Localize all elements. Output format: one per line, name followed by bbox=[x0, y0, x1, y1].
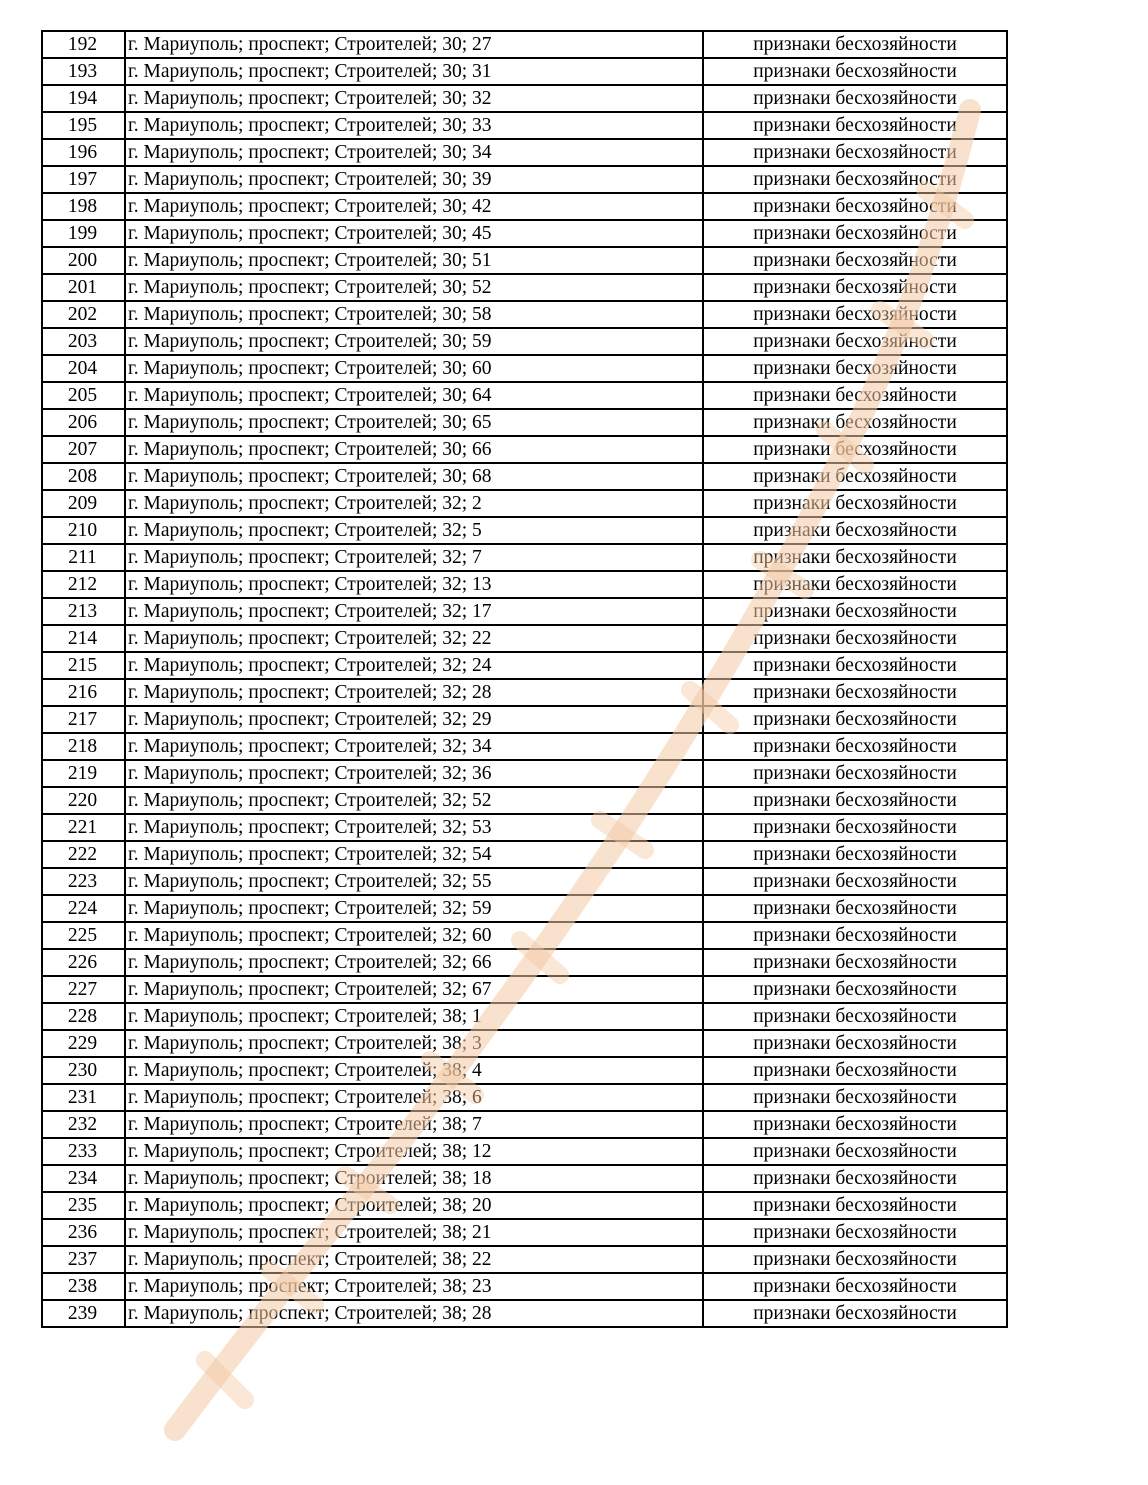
row-number-cell: 225 bbox=[42, 922, 125, 949]
status-cell: признаки бесхозяйности bbox=[703, 814, 1007, 841]
registry-table-body bbox=[42, 31, 1007, 1327]
table-row bbox=[42, 517, 1007, 544]
row-number-cell: 215 bbox=[42, 652, 125, 679]
address-cell: г. Мариуполь; проспект; Строителей; 30; 32 bbox=[125, 85, 703, 112]
status-cell: признаки бесхозяйности bbox=[703, 112, 1007, 139]
address-cell: г. Мариуполь; проспект; Строителей; 38; 22 bbox=[125, 1246, 703, 1273]
table-row bbox=[42, 1138, 1007, 1165]
table-row bbox=[42, 976, 1007, 1003]
row-number-cell: 209 bbox=[42, 490, 125, 517]
status-cell: признаки бесхозяйности bbox=[703, 787, 1007, 814]
address-cell: г. Мариуполь; проспект; Строителей; 32; 13 bbox=[125, 571, 703, 598]
row-number-cell: 231 bbox=[42, 1084, 125, 1111]
row-number-cell: 236 bbox=[42, 1219, 125, 1246]
address-cell: г. Мариуполь; проспект; Строителей; 38; 3 bbox=[125, 1030, 703, 1057]
status-cell: признаки бесхозяйности bbox=[703, 382, 1007, 409]
row-number-cell: 218 bbox=[42, 733, 125, 760]
row-number-cell: 203 bbox=[42, 328, 125, 355]
address-cell: г. Мариуполь; проспект; Строителей; 32; 67 bbox=[125, 976, 703, 1003]
table-row bbox=[42, 949, 1007, 976]
address-cell: г. Мариуполь; проспект; Строителей; 38; 1 bbox=[125, 1003, 703, 1030]
status-cell: признаки бесхозяйности bbox=[703, 733, 1007, 760]
address-cell: г. Мариуполь; проспект; Строителей; 30; 51 bbox=[125, 247, 703, 274]
row-number-cell: 202 bbox=[42, 301, 125, 328]
address-cell: г. Мариуполь; проспект; Строителей; 32; 66 bbox=[125, 949, 703, 976]
status-cell: признаки бесхозяйности bbox=[703, 1030, 1007, 1057]
table-row bbox=[42, 706, 1007, 733]
status-cell: признаки бесхозяйности bbox=[703, 220, 1007, 247]
row-number-cell: 208 bbox=[42, 463, 125, 490]
row-number-cell: 200 bbox=[42, 247, 125, 274]
address-cell: г. Мариуполь; проспект; Строителей; 30; 68 bbox=[125, 463, 703, 490]
address-cell: г. Мариуполь; проспект; Строителей; 32; 2 bbox=[125, 490, 703, 517]
table-row bbox=[42, 1003, 1007, 1030]
address-cell: г. Мариуполь; проспект; Строителей; 32; 22 bbox=[125, 625, 703, 652]
status-cell: признаки бесхозяйности bbox=[703, 868, 1007, 895]
table-row bbox=[42, 355, 1007, 382]
status-cell: признаки бесхозяйности bbox=[703, 166, 1007, 193]
address-cell: г. Мариуполь; проспект; Строителей; 30; 39 bbox=[125, 166, 703, 193]
address-cell: г. Мариуполь; проспект; Строителей; 30; 27 bbox=[125, 31, 703, 58]
row-number-cell: 221 bbox=[42, 814, 125, 841]
address-cell: г. Мариуполь; проспект; Строителей; 38; 20 bbox=[125, 1192, 703, 1219]
address-cell: г. Мариуполь; проспект; Строителей; 38; 6 bbox=[125, 1084, 703, 1111]
status-cell: признаки бесхозяйности bbox=[703, 193, 1007, 220]
table-row bbox=[42, 220, 1007, 247]
table-row bbox=[42, 733, 1007, 760]
status-cell: признаки бесхозяйности bbox=[703, 31, 1007, 58]
status-cell: признаки бесхозяйности bbox=[703, 517, 1007, 544]
row-number-cell: 212 bbox=[42, 571, 125, 598]
row-number-cell: 193 bbox=[42, 58, 125, 85]
table-row bbox=[42, 895, 1007, 922]
row-number-cell: 192 bbox=[42, 31, 125, 58]
address-cell: г. Мариуполь; проспект; Строителей; 30; 52 bbox=[125, 274, 703, 301]
table-row bbox=[42, 436, 1007, 463]
status-cell: признаки бесхозяйности bbox=[703, 1165, 1007, 1192]
table-row bbox=[42, 1030, 1007, 1057]
row-number-cell: 196 bbox=[42, 139, 125, 166]
address-cell: г. Мариуполь; проспект; Строителей; 32; 29 bbox=[125, 706, 703, 733]
status-cell: признаки бесхозяйности bbox=[703, 760, 1007, 787]
row-number-cell: 207 bbox=[42, 436, 125, 463]
address-cell: г. Мариуполь; проспект; Строителей; 30; 66 bbox=[125, 436, 703, 463]
address-cell: г. Мариуполь; проспект; Строителей; 38; 21 bbox=[125, 1219, 703, 1246]
address-cell: г. Мариуполь; проспект; Строителей; 30; 60 bbox=[125, 355, 703, 382]
status-cell: признаки бесхозяйности bbox=[703, 949, 1007, 976]
status-cell: признаки бесхозяйности bbox=[703, 1138, 1007, 1165]
status-cell: признаки бесхозяйности bbox=[703, 895, 1007, 922]
table-row bbox=[42, 1246, 1007, 1273]
address-cell: г. Мариуполь; проспект; Строителей; 32; 34 bbox=[125, 733, 703, 760]
address-cell: г. Мариуполь; проспект; Строителей; 30; 58 bbox=[125, 301, 703, 328]
status-cell: признаки бесхозяйности bbox=[703, 571, 1007, 598]
table-row bbox=[42, 193, 1007, 220]
address-cell: г. Мариуполь; проспект; Строителей; 30; 31 bbox=[125, 58, 703, 85]
table-row bbox=[42, 814, 1007, 841]
row-number-cell: 238 bbox=[42, 1273, 125, 1300]
address-cell: г. Мариуполь; проспект; Строителей; 32; 54 bbox=[125, 841, 703, 868]
table-row bbox=[42, 1219, 1007, 1246]
table-row bbox=[42, 247, 1007, 274]
status-cell: признаки бесхозяйности bbox=[703, 409, 1007, 436]
table-row bbox=[42, 544, 1007, 571]
row-number-cell: 233 bbox=[42, 1138, 125, 1165]
status-cell: признаки бесхозяйности bbox=[703, 1084, 1007, 1111]
row-number-cell: 216 bbox=[42, 679, 125, 706]
table-row bbox=[42, 868, 1007, 895]
table-row bbox=[42, 841, 1007, 868]
table-row bbox=[42, 463, 1007, 490]
table-row bbox=[42, 598, 1007, 625]
table-row bbox=[42, 490, 1007, 517]
row-number-cell: 227 bbox=[42, 976, 125, 1003]
address-cell: г. Мариуполь; проспект; Строителей; 30; 33 bbox=[125, 112, 703, 139]
status-cell: признаки бесхозяйности bbox=[703, 976, 1007, 1003]
row-number-cell: 205 bbox=[42, 382, 125, 409]
table-row bbox=[42, 1300, 1007, 1327]
status-cell: признаки бесхозяйности bbox=[703, 598, 1007, 625]
row-number-cell: 211 bbox=[42, 544, 125, 571]
row-number-cell: 229 bbox=[42, 1030, 125, 1057]
table-row bbox=[42, 139, 1007, 166]
status-cell: признаки бесхозяйности bbox=[703, 355, 1007, 382]
address-cell: г. Мариуполь; проспект; Строителей; 30; 42 bbox=[125, 193, 703, 220]
status-cell: признаки бесхозяйности bbox=[703, 436, 1007, 463]
table-row bbox=[42, 1192, 1007, 1219]
row-number-cell: 206 bbox=[42, 409, 125, 436]
row-number-cell: 213 bbox=[42, 598, 125, 625]
status-cell: признаки бесхозяйности bbox=[703, 706, 1007, 733]
status-cell: признаки бесхозяйности bbox=[703, 58, 1007, 85]
address-cell: г. Мариуполь; проспект; Строителей; 32; 28 bbox=[125, 679, 703, 706]
row-number-cell: 197 bbox=[42, 166, 125, 193]
row-number-cell: 230 bbox=[42, 1057, 125, 1084]
status-cell: признаки бесхозяйности bbox=[703, 247, 1007, 274]
address-cell: г. Мариуполь; проспект; Строителей; 32; 55 bbox=[125, 868, 703, 895]
table-row bbox=[42, 787, 1007, 814]
table-row bbox=[42, 31, 1007, 58]
address-cell: г. Мариуполь; проспект; Строителей; 30; 34 bbox=[125, 139, 703, 166]
table-row bbox=[42, 58, 1007, 85]
address-cell: г. Мариуполь; проспект; Строителей; 32; 24 bbox=[125, 652, 703, 679]
row-number-cell: 235 bbox=[42, 1192, 125, 1219]
status-cell: признаки бесхозяйности bbox=[703, 1057, 1007, 1084]
table-row bbox=[42, 571, 1007, 598]
table-row bbox=[42, 1111, 1007, 1138]
address-cell: г. Мариуполь; проспект; Строителей; 32; 60 bbox=[125, 922, 703, 949]
status-cell: признаки бесхозяйности bbox=[703, 328, 1007, 355]
status-cell: признаки бесхозяйности bbox=[703, 1273, 1007, 1300]
status-cell: признаки бесхозяйности bbox=[703, 1003, 1007, 1030]
table-row bbox=[42, 274, 1007, 301]
row-number-cell: 198 bbox=[42, 193, 125, 220]
row-number-cell: 224 bbox=[42, 895, 125, 922]
address-cell: г. Мариуполь; проспект; Строителей; 32; 52 bbox=[125, 787, 703, 814]
status-cell: признаки бесхозяйности bbox=[703, 85, 1007, 112]
table-row bbox=[42, 1057, 1007, 1084]
row-number-cell: 220 bbox=[42, 787, 125, 814]
table-row bbox=[42, 328, 1007, 355]
status-cell: признаки бесхозяйности bbox=[703, 463, 1007, 490]
status-cell: признаки бесхозяйности bbox=[703, 544, 1007, 571]
status-cell: признаки бесхозяйности bbox=[703, 652, 1007, 679]
address-cell: г. Мариуполь; проспект; Строителей; 38; 28 bbox=[125, 1300, 703, 1327]
registry-table bbox=[41, 30, 1008, 1328]
row-number-cell: 214 bbox=[42, 625, 125, 652]
row-number-cell: 226 bbox=[42, 949, 125, 976]
row-number-cell: 222 bbox=[42, 841, 125, 868]
table-row bbox=[42, 1165, 1007, 1192]
table-row bbox=[42, 679, 1007, 706]
row-number-cell: 195 bbox=[42, 112, 125, 139]
status-cell: признаки бесхозяйности bbox=[703, 1300, 1007, 1327]
status-cell: признаки бесхозяйности bbox=[703, 679, 1007, 706]
row-number-cell: 239 bbox=[42, 1300, 125, 1327]
address-cell: г. Мариуполь; проспект; Строителей; 32; 5 bbox=[125, 517, 703, 544]
status-cell: признаки бесхозяйности bbox=[703, 1219, 1007, 1246]
address-cell: г. Мариуполь; проспект; Строителей; 32; 53 bbox=[125, 814, 703, 841]
status-cell: признаки бесхозяйности bbox=[703, 1111, 1007, 1138]
row-number-cell: 201 bbox=[42, 274, 125, 301]
address-cell: г. Мариуполь; проспект; Строителей; 30; 65 bbox=[125, 409, 703, 436]
status-cell: признаки бесхозяйности bbox=[703, 841, 1007, 868]
row-number-cell: 234 bbox=[42, 1165, 125, 1192]
status-cell: признаки бесхозяйности bbox=[703, 1192, 1007, 1219]
table-row bbox=[42, 760, 1007, 787]
address-cell: г. Мариуполь; проспект; Строителей; 32; 36 bbox=[125, 760, 703, 787]
table-row bbox=[42, 1084, 1007, 1111]
address-cell: г. Мариуполь; проспект; Строителей; 38; 18 bbox=[125, 1165, 703, 1192]
row-number-cell: 199 bbox=[42, 220, 125, 247]
row-number-cell: 194 bbox=[42, 85, 125, 112]
address-cell: г. Мариуполь; проспект; Строителей; 30; 59 bbox=[125, 328, 703, 355]
status-cell: признаки бесхозяйности bbox=[703, 922, 1007, 949]
address-cell: г. Мариуполь; проспект; Строителей; 32; 17 bbox=[125, 598, 703, 625]
row-number-cell: 237 bbox=[42, 1246, 125, 1273]
address-cell: г. Мариуполь; проспект; Строителей; 38; 4 bbox=[125, 1057, 703, 1084]
row-number-cell: 232 bbox=[42, 1111, 125, 1138]
table-row bbox=[42, 409, 1007, 436]
address-cell: г. Мариуполь; проспект; Строителей; 30; 45 bbox=[125, 220, 703, 247]
status-cell: признаки бесхозяйности bbox=[703, 139, 1007, 166]
row-number-cell: 219 bbox=[42, 760, 125, 787]
table-row bbox=[42, 301, 1007, 328]
row-number-cell: 204 bbox=[42, 355, 125, 382]
table-row bbox=[42, 922, 1007, 949]
status-cell: признаки бесхозяйности bbox=[703, 301, 1007, 328]
table-row bbox=[42, 85, 1007, 112]
table-row bbox=[42, 1273, 1007, 1300]
table-row bbox=[42, 625, 1007, 652]
address-cell: г. Мариуполь; проспект; Строителей; 38; 23 bbox=[125, 1273, 703, 1300]
row-number-cell: 223 bbox=[42, 868, 125, 895]
address-cell: г. Мариуполь; проспект; Строителей; 38; 12 bbox=[125, 1138, 703, 1165]
status-cell: признаки бесхозяйности bbox=[703, 1246, 1007, 1273]
address-cell: г. Мариуполь; проспект; Строителей; 38; 7 bbox=[125, 1111, 703, 1138]
row-number-cell: 210 bbox=[42, 517, 125, 544]
table-row bbox=[42, 166, 1007, 193]
address-cell: г. Мариуполь; проспект; Строителей; 30; 64 bbox=[125, 382, 703, 409]
address-cell: г. Мариуполь; проспект; Строителей; 32; 7 bbox=[125, 544, 703, 571]
status-cell: признаки бесхозяйности bbox=[703, 274, 1007, 301]
row-number-cell: 228 bbox=[42, 1003, 125, 1030]
table-row bbox=[42, 112, 1007, 139]
row-number-cell: 217 bbox=[42, 706, 125, 733]
address-cell: г. Мариуполь; проспект; Строителей; 32; 59 bbox=[125, 895, 703, 922]
status-cell: признаки бесхозяйности bbox=[703, 490, 1007, 517]
status-cell: признаки бесхозяйности bbox=[703, 625, 1007, 652]
table-row bbox=[42, 652, 1007, 679]
table-row bbox=[42, 382, 1007, 409]
